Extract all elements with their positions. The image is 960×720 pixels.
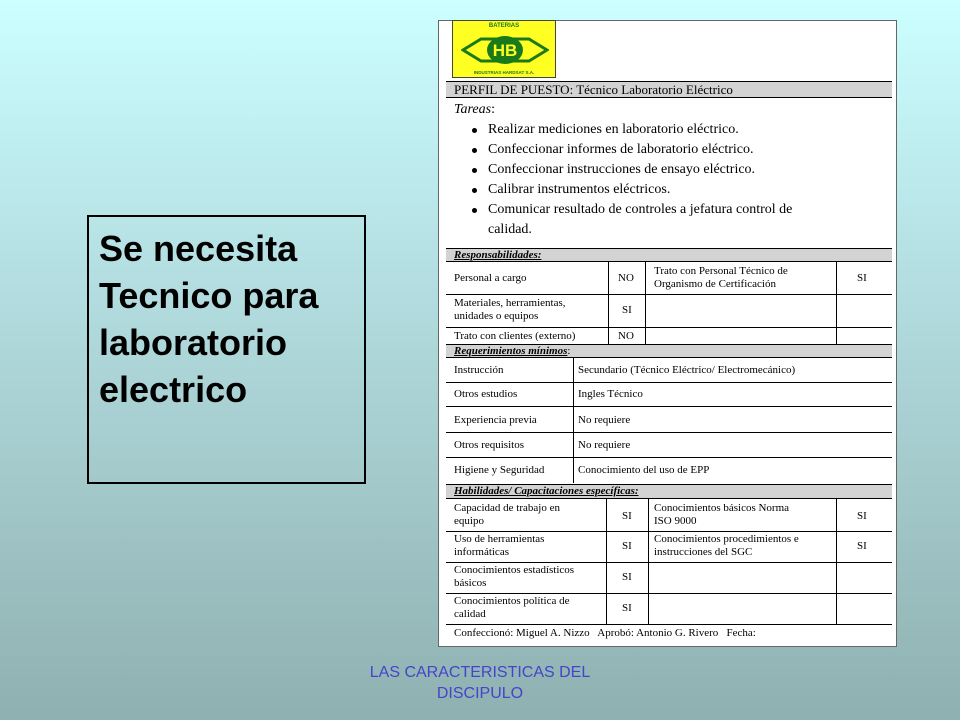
task-item: Confeccionar informes de laboratorio eléctrico.	[488, 142, 754, 157]
task-item: Calibrar instrumentos eléctricos.	[488, 182, 671, 197]
hab-label: Conocimientos estadísticos básicos	[454, 564, 575, 589]
tareas-colon: :	[491, 102, 495, 117]
hab-label: Capacidad de trabajo en equipo	[454, 502, 560, 527]
bullet-icon	[472, 128, 477, 133]
req-label: Experiencia previa	[454, 414, 537, 426]
hab-value: SI	[622, 571, 632, 583]
task-item: Comunicar resultado de controles a jefatura control de	[488, 202, 793, 217]
col-divider	[648, 499, 649, 624]
row-divider	[446, 531, 892, 532]
logo-mark-text: HB	[492, 41, 518, 60]
resp-value: NO	[618, 330, 634, 342]
hab-label: Conocimientos política de calidad	[454, 595, 570, 620]
task-item-continuation: calidad.	[488, 222, 532, 237]
tareas-label: Tareas	[454, 102, 492, 117]
bullet-icon	[472, 148, 477, 153]
tareas-heading	[454, 101, 495, 118]
req-value: Ingles Técnico	[578, 388, 643, 400]
resp-value: NO	[618, 272, 634, 284]
req-label: Otros requisitos	[454, 439, 524, 451]
habilidades-header: Habilidades/ Capacitaciones específicas:	[454, 485, 639, 497]
resp-label: Personal a cargo	[454, 272, 527, 284]
col-divider	[608, 262, 609, 344]
row-divider	[446, 562, 892, 563]
row-divider	[446, 624, 892, 625]
resp-label: Materiales, herramientas, unidades o equipos	[454, 297, 566, 322]
row-divider	[446, 294, 892, 295]
footer-line-2: DISCIPULO	[436, 685, 524, 702]
row-divider	[446, 432, 892, 433]
req-label: Instrucción	[454, 364, 504, 376]
resp-label: Trato con clientes (externo)	[454, 330, 576, 342]
requerimientos-header: Requerimientos mínimos	[454, 345, 568, 357]
responsabilidades-header: Responsabilidades:	[454, 249, 542, 261]
req-value: No requiere	[578, 414, 631, 426]
req-value: No requiere	[578, 439, 631, 451]
row-divider	[446, 457, 892, 458]
footer-line-1: LAS CARACTERISTICAS DEL	[369, 664, 591, 681]
task-item: Confeccionar instrucciones de ensayo eléctrico.	[488, 162, 756, 177]
col-divider	[573, 358, 574, 483]
bullet-icon	[472, 188, 477, 193]
req-label: Higiene y Seguridad	[454, 464, 545, 476]
approval-line: Confeccionó: Miguel A. Nizzo Aprobó: Antonio G. Rivero Fecha:	[454, 627, 756, 639]
resp-value: SI	[622, 304, 632, 316]
hab-value: SI	[622, 602, 632, 614]
logo-mark-icon	[461, 31, 549, 69]
row-divider	[446, 406, 892, 407]
row-divider	[446, 327, 892, 328]
hab-label-2: Conocimientos procedimientos e instrucciones del SGC	[654, 533, 799, 558]
logo-top-text: BATERIAS	[488, 23, 520, 29]
requerimientos-heading	[454, 345, 570, 358]
req-label: Otros estudios	[454, 388, 518, 400]
profile-title: PERFIL DE PUESTO: Técnico Laboratorio Eléctrico	[454, 82, 733, 97]
job-callout-text: Se necesita Tecnico para laboratorio electrico	[99, 228, 319, 410]
hab-value: SI	[622, 540, 632, 552]
bullet-icon	[472, 168, 477, 173]
row-divider	[446, 593, 892, 594]
company-logo	[452, 20, 556, 78]
row-divider	[446, 382, 892, 383]
req-value: Conocimiento del uso de EPP	[578, 464, 710, 476]
requerimientos-colon: :	[567, 345, 571, 357]
slide-footer	[330, 662, 630, 704]
col-divider	[836, 262, 837, 344]
hab-value: SI	[622, 510, 632, 522]
hab-label: Uso de herramientas informáticas	[454, 533, 545, 558]
resp-value-2: SI	[857, 272, 867, 284]
req-value: Secundario (Técnico Eléctrico/ Electromecánico)	[578, 364, 796, 376]
task-item: Realizar mediciones en laboratorio eléctrico.	[488, 122, 739, 137]
hab-value-2: SI	[857, 510, 867, 522]
col-divider	[606, 499, 607, 624]
job-callout-box	[87, 215, 366, 484]
col-divider	[645, 262, 646, 344]
bullet-icon	[472, 208, 477, 213]
hab-value-2: SI	[857, 540, 867, 552]
hab-label-2: Conocimientos básicos Norma ISO 9000	[654, 502, 790, 527]
col-divider	[836, 499, 837, 624]
logo-bottom-text: INDUSTRIAS HARDSAT S.A.	[473, 70, 535, 75]
resp-label-2: Trato con Personal Técnico de Organismo de Certificación	[654, 265, 788, 290]
